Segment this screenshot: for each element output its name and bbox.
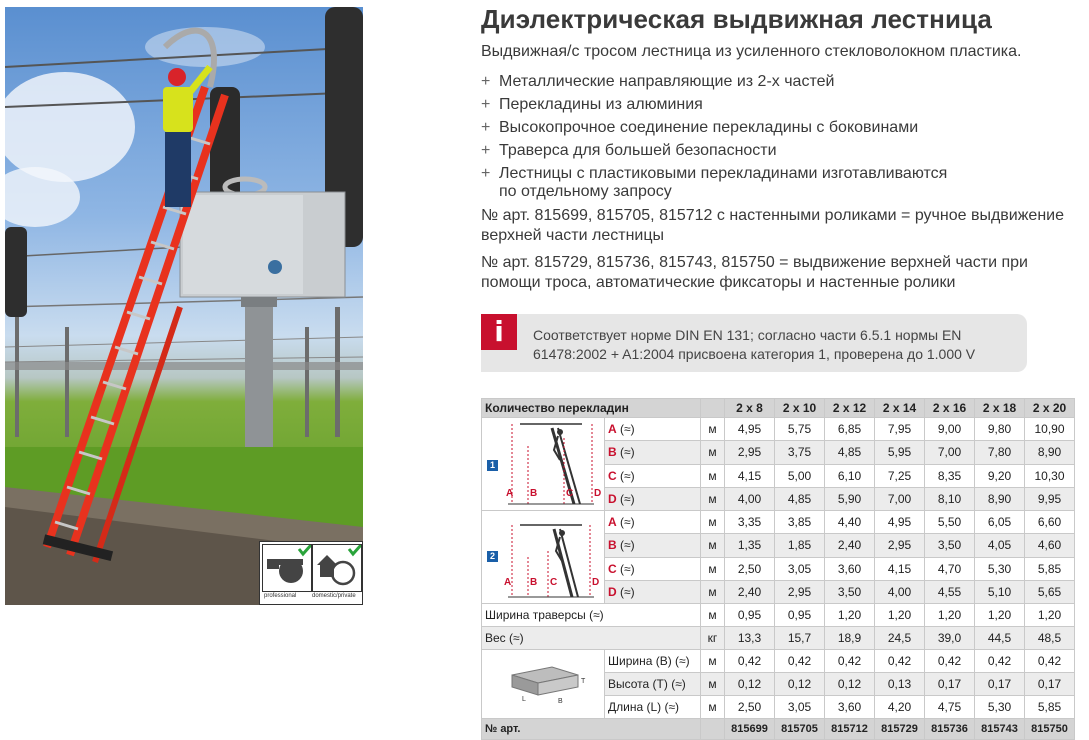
table-cell: 1,20 bbox=[875, 604, 925, 627]
article-row bbox=[482, 719, 1075, 740]
weight-label: Вес (≈) bbox=[482, 627, 701, 650]
traverse-label: Ширина траверсы (≈) bbox=[482, 604, 701, 627]
table-cell: 5,10 bbox=[975, 580, 1025, 603]
table-cell: м bbox=[701, 557, 725, 580]
diagram-label: B bbox=[530, 488, 538, 499]
usage-badges bbox=[259, 541, 363, 605]
table-cell: м bbox=[701, 696, 725, 719]
table-cell: 48,5 bbox=[1025, 627, 1075, 650]
table-cell: 3,50 bbox=[825, 580, 875, 603]
table-cell: 0,42 bbox=[775, 650, 825, 673]
table-cell: 7,25 bbox=[875, 464, 925, 487]
table-cell: 7,80 bbox=[975, 441, 1025, 464]
table-cell: 7,00 bbox=[925, 441, 975, 464]
table-cell: 815705 bbox=[775, 719, 825, 740]
table-cell: 5,30 bbox=[975, 696, 1025, 719]
table-cell: 1,20 bbox=[825, 604, 875, 627]
table-cell: 2,95 bbox=[775, 580, 825, 603]
table-row bbox=[482, 650, 1075, 673]
svg-text:L: L bbox=[522, 696, 526, 703]
table-cell: Длина (L) (≈) bbox=[605, 696, 701, 719]
table-cell: м bbox=[701, 487, 725, 510]
col-header: 2 x 8 bbox=[725, 399, 775, 418]
table-cell: 4,95 bbox=[725, 418, 775, 441]
table-cell: 4,60 bbox=[1025, 534, 1075, 557]
table-row: C (≈) м 2,50 3,05 3,60 4,15 4,70 5,30 5,85 bbox=[482, 557, 1075, 580]
table-cell: 9,00 bbox=[925, 418, 975, 441]
table-cell: 5,85 bbox=[1025, 557, 1075, 580]
table-cell: 44,5 bbox=[975, 627, 1025, 650]
table-cell: 8,90 bbox=[975, 487, 1025, 510]
table-cell: 2,40 bbox=[725, 580, 775, 603]
plus-icon: + bbox=[481, 96, 491, 113]
table-cell: 6,85 bbox=[825, 418, 875, 441]
plus-icon: + bbox=[481, 119, 491, 136]
svg-text:T: T bbox=[581, 678, 586, 685]
table-cell: 9,95 bbox=[1025, 487, 1075, 510]
table-cell: 4,15 bbox=[725, 464, 775, 487]
diagram-label: C bbox=[550, 577, 558, 588]
col-header: 2 x 20 bbox=[1025, 399, 1075, 418]
table-row: B (≈) м 1,35 1,85 2,40 2,95 3,50 4,05 4,60 bbox=[482, 534, 1075, 557]
table-cell: 3,05 bbox=[775, 557, 825, 580]
table-cell: 1,35 bbox=[725, 534, 775, 557]
table-cell: 4,75 bbox=[925, 696, 975, 719]
table-cell: 8,35 bbox=[925, 464, 975, 487]
table-cell: 13,3 bbox=[725, 627, 775, 650]
table-cell: 4,95 bbox=[875, 511, 925, 534]
table-cell: м bbox=[701, 650, 725, 673]
table-cell: 5,95 bbox=[875, 441, 925, 464]
info-box bbox=[481, 314, 1027, 372]
table-cell: м bbox=[701, 511, 725, 534]
table-cell: кг bbox=[701, 627, 725, 650]
table-cell: 0,13 bbox=[875, 673, 925, 696]
table-cell: 0,17 bbox=[975, 673, 1025, 696]
table-cell: м bbox=[701, 418, 725, 441]
table-cell: 0,17 bbox=[1025, 673, 1075, 696]
table-cell: 4,70 bbox=[925, 557, 975, 580]
table-cell: 0,42 bbox=[1025, 650, 1075, 673]
table-cell: 3,75 bbox=[775, 441, 825, 464]
table-cell: 1,20 bbox=[1025, 604, 1075, 627]
col-header: 2 x 18 bbox=[975, 399, 1025, 418]
table-cell: 3,50 bbox=[925, 534, 975, 557]
table-cell: Высота (T) (≈) bbox=[605, 673, 701, 696]
table-row bbox=[482, 627, 1075, 650]
col-header: 2 x 12 bbox=[825, 399, 875, 418]
package-diagram bbox=[482, 650, 605, 719]
table-cell: 2,95 bbox=[875, 534, 925, 557]
table-cell: м bbox=[701, 534, 725, 557]
group-tag: 2 bbox=[487, 551, 498, 562]
diagram-label: C bbox=[566, 488, 574, 499]
table-cell: 10,90 bbox=[1025, 418, 1075, 441]
article-label: № арт. bbox=[482, 719, 701, 740]
table-cell: 4,00 bbox=[875, 580, 925, 603]
table-cell: 4,55 bbox=[925, 580, 975, 603]
rungs-header: Количество перекладин bbox=[482, 399, 701, 418]
table-cell: 2,50 bbox=[725, 696, 775, 719]
group-tag: 1 bbox=[487, 460, 498, 471]
photo-scene bbox=[5, 7, 363, 605]
plus-icon: + bbox=[481, 142, 491, 159]
table-cell: 3,60 bbox=[825, 696, 875, 719]
table-cell: 6,05 bbox=[975, 511, 1025, 534]
table-cell: 7,95 bbox=[875, 418, 925, 441]
table-cell: 5,85 bbox=[1025, 696, 1075, 719]
table-cell: 5,90 bbox=[825, 487, 875, 510]
table-cell: 0,12 bbox=[825, 673, 875, 696]
table-cell: м bbox=[701, 673, 725, 696]
plus-icon: + bbox=[481, 73, 491, 90]
table-cell: 8,90 bbox=[1025, 441, 1075, 464]
table-cell: 5,75 bbox=[775, 418, 825, 441]
table-cell: 2,40 bbox=[825, 534, 875, 557]
info-icon: i bbox=[481, 314, 517, 350]
table-cell: 1,85 bbox=[775, 534, 825, 557]
diagram-label: B bbox=[530, 577, 538, 588]
table-cell: 3,60 bbox=[825, 557, 875, 580]
diagram-label: A bbox=[504, 577, 512, 588]
product-photo bbox=[5, 7, 363, 605]
table-cell: 5,65 bbox=[1025, 580, 1075, 603]
table-cell: 0,12 bbox=[725, 673, 775, 696]
table-row: 1 A B C D A (≈) м 4,95 5,75 6,85 7,95 9,00 9,80 10,90 bbox=[482, 418, 1075, 441]
table-row: 2 A B C D A (≈) м 3,35 3,85 4,40 4,95 5,50 6,05 6,60 bbox=[482, 511, 1075, 534]
page-title: Диэлектрическая выдвижная лестница bbox=[481, 4, 992, 34]
table-cell: 0,42 bbox=[975, 650, 1025, 673]
table-cell: 6,10 bbox=[825, 464, 875, 487]
table-cell: 815712 bbox=[825, 719, 875, 740]
table-cell: м bbox=[701, 441, 725, 464]
table-cell: 39,0 bbox=[925, 627, 975, 650]
table-cell: 9,20 bbox=[975, 464, 1025, 487]
table-cell: 0,12 bbox=[775, 673, 825, 696]
col-header: 2 x 16 bbox=[925, 399, 975, 418]
info-text: Соответствует норме DIN EN 131; согласно части 6.5.1 нормы EN 61478:2002 + A1:2004 присвоена категория 1, проверена до 1.000 V bbox=[533, 327, 976, 362]
table-cell: 4,20 bbox=[875, 696, 925, 719]
table-cell: 815729 bbox=[875, 719, 925, 740]
table-header bbox=[482, 399, 1075, 418]
table-cell: 1,20 bbox=[975, 604, 1025, 627]
col-header: 2 x 10 bbox=[775, 399, 825, 418]
domestic-caption: domestic/private bbox=[312, 593, 356, 599]
table-cell: Ширина (B) (≈) bbox=[605, 650, 701, 673]
professional-icon bbox=[262, 544, 312, 592]
table-cell: 3,85 bbox=[775, 511, 825, 534]
table-cell: 15,7 bbox=[775, 627, 825, 650]
table-cell: 815736 bbox=[925, 719, 975, 740]
plus-icon: + bbox=[481, 165, 491, 182]
feature-item: + Перекладины из алюминия bbox=[481, 93, 947, 116]
table-cell: 8,10 bbox=[925, 487, 975, 510]
table-cell: 18,9 bbox=[825, 627, 875, 650]
table-cell: 0,42 bbox=[875, 650, 925, 673]
table-cell: 0,42 bbox=[725, 650, 775, 673]
feature-item: + Металлические направляющие из 2-х частей bbox=[481, 70, 947, 93]
table-cell: 2,50 bbox=[725, 557, 775, 580]
table-row: D (≈) м 2,40 2,95 3,50 4,00 4,55 5,10 5,65 bbox=[482, 580, 1075, 603]
table-cell: 2,95 bbox=[725, 441, 775, 464]
article-note-manual: № арт. 815699, 815705, 815712 с настенными роликами = ручное выдвижение верхней части лестницы bbox=[481, 207, 1064, 244]
table-cell: 0,95 bbox=[775, 604, 825, 627]
feature-item: + Траверса для большей безопасности bbox=[481, 139, 947, 162]
feature-list bbox=[481, 70, 947, 201]
table-row: C (≈) м 4,15 5,00 6,10 7,25 8,35 9,20 10,30 bbox=[482, 464, 1075, 487]
table-row bbox=[482, 604, 1075, 627]
domestic-icon bbox=[312, 544, 362, 592]
table-cell: 815743 bbox=[975, 719, 1025, 740]
table-cell: 3,35 bbox=[725, 511, 775, 534]
table-cell: 24,5 bbox=[875, 627, 925, 650]
professional-caption: professional bbox=[264, 593, 297, 599]
article-note-rope: № арт. 815729, 815736, 815743, 815750 = выдвижение верхней части при помощи троса, автоматические фиксаторы и настенные ролики bbox=[481, 254, 1028, 291]
ladder-diagram-1 bbox=[482, 418, 605, 511]
table-cell: 4,05 bbox=[975, 534, 1025, 557]
table-cell: 1,20 bbox=[925, 604, 975, 627]
col-header: 2 x 14 bbox=[875, 399, 925, 418]
page-subtitle: Выдвижная/с тросом лестница из усиленного стекловолокном пластика. bbox=[481, 43, 1022, 60]
table-row: D (≈) м 4,00 4,85 5,90 7,00 8,10 8,90 9,95 bbox=[482, 487, 1075, 510]
table-cell: 815750 bbox=[1025, 719, 1075, 740]
table-cell: м bbox=[701, 464, 725, 487]
table-cell: 6,60 bbox=[1025, 511, 1075, 534]
table-cell: 0,42 bbox=[825, 650, 875, 673]
table-cell: 5,00 bbox=[775, 464, 825, 487]
svg-text:B: B bbox=[558, 698, 563, 705]
table-cell: 0,42 bbox=[925, 650, 975, 673]
table-cell: 4,00 bbox=[725, 487, 775, 510]
table-cell: 0,95 bbox=[725, 604, 775, 627]
table-cell: 3,05 bbox=[775, 696, 825, 719]
diagram-label: D bbox=[592, 577, 600, 588]
table-cell: м bbox=[701, 604, 725, 627]
feature-item: + Высокопрочное соединение перекладины с боковинами bbox=[481, 116, 947, 139]
feature-item: + Лестницы с пластиковыми перекладинами изготавливаются по отдельному запросу bbox=[481, 162, 947, 201]
table-cell: м bbox=[701, 580, 725, 603]
table-cell: 9,80 bbox=[975, 418, 1025, 441]
table-row: B (≈) м 2,95 3,75 4,85 5,95 7,00 7,80 8,90 bbox=[482, 441, 1075, 464]
ladder-diagram-2 bbox=[482, 511, 605, 604]
diagram-label: A bbox=[506, 488, 514, 499]
table-cell: 5,30 bbox=[975, 557, 1025, 580]
table-cell: 4,40 bbox=[825, 511, 875, 534]
table-cell: 0,17 bbox=[925, 673, 975, 696]
table-cell: 815699 bbox=[725, 719, 775, 740]
diagram-label: D bbox=[594, 488, 602, 499]
table-cell: 10,30 bbox=[1025, 464, 1075, 487]
spec-table bbox=[481, 398, 1075, 740]
table-cell: 4,85 bbox=[825, 441, 875, 464]
table-cell: 4,85 bbox=[775, 487, 825, 510]
table-cell: 5,50 bbox=[925, 511, 975, 534]
table-cell: 7,00 bbox=[875, 487, 925, 510]
table-cell: 4,15 bbox=[875, 557, 925, 580]
